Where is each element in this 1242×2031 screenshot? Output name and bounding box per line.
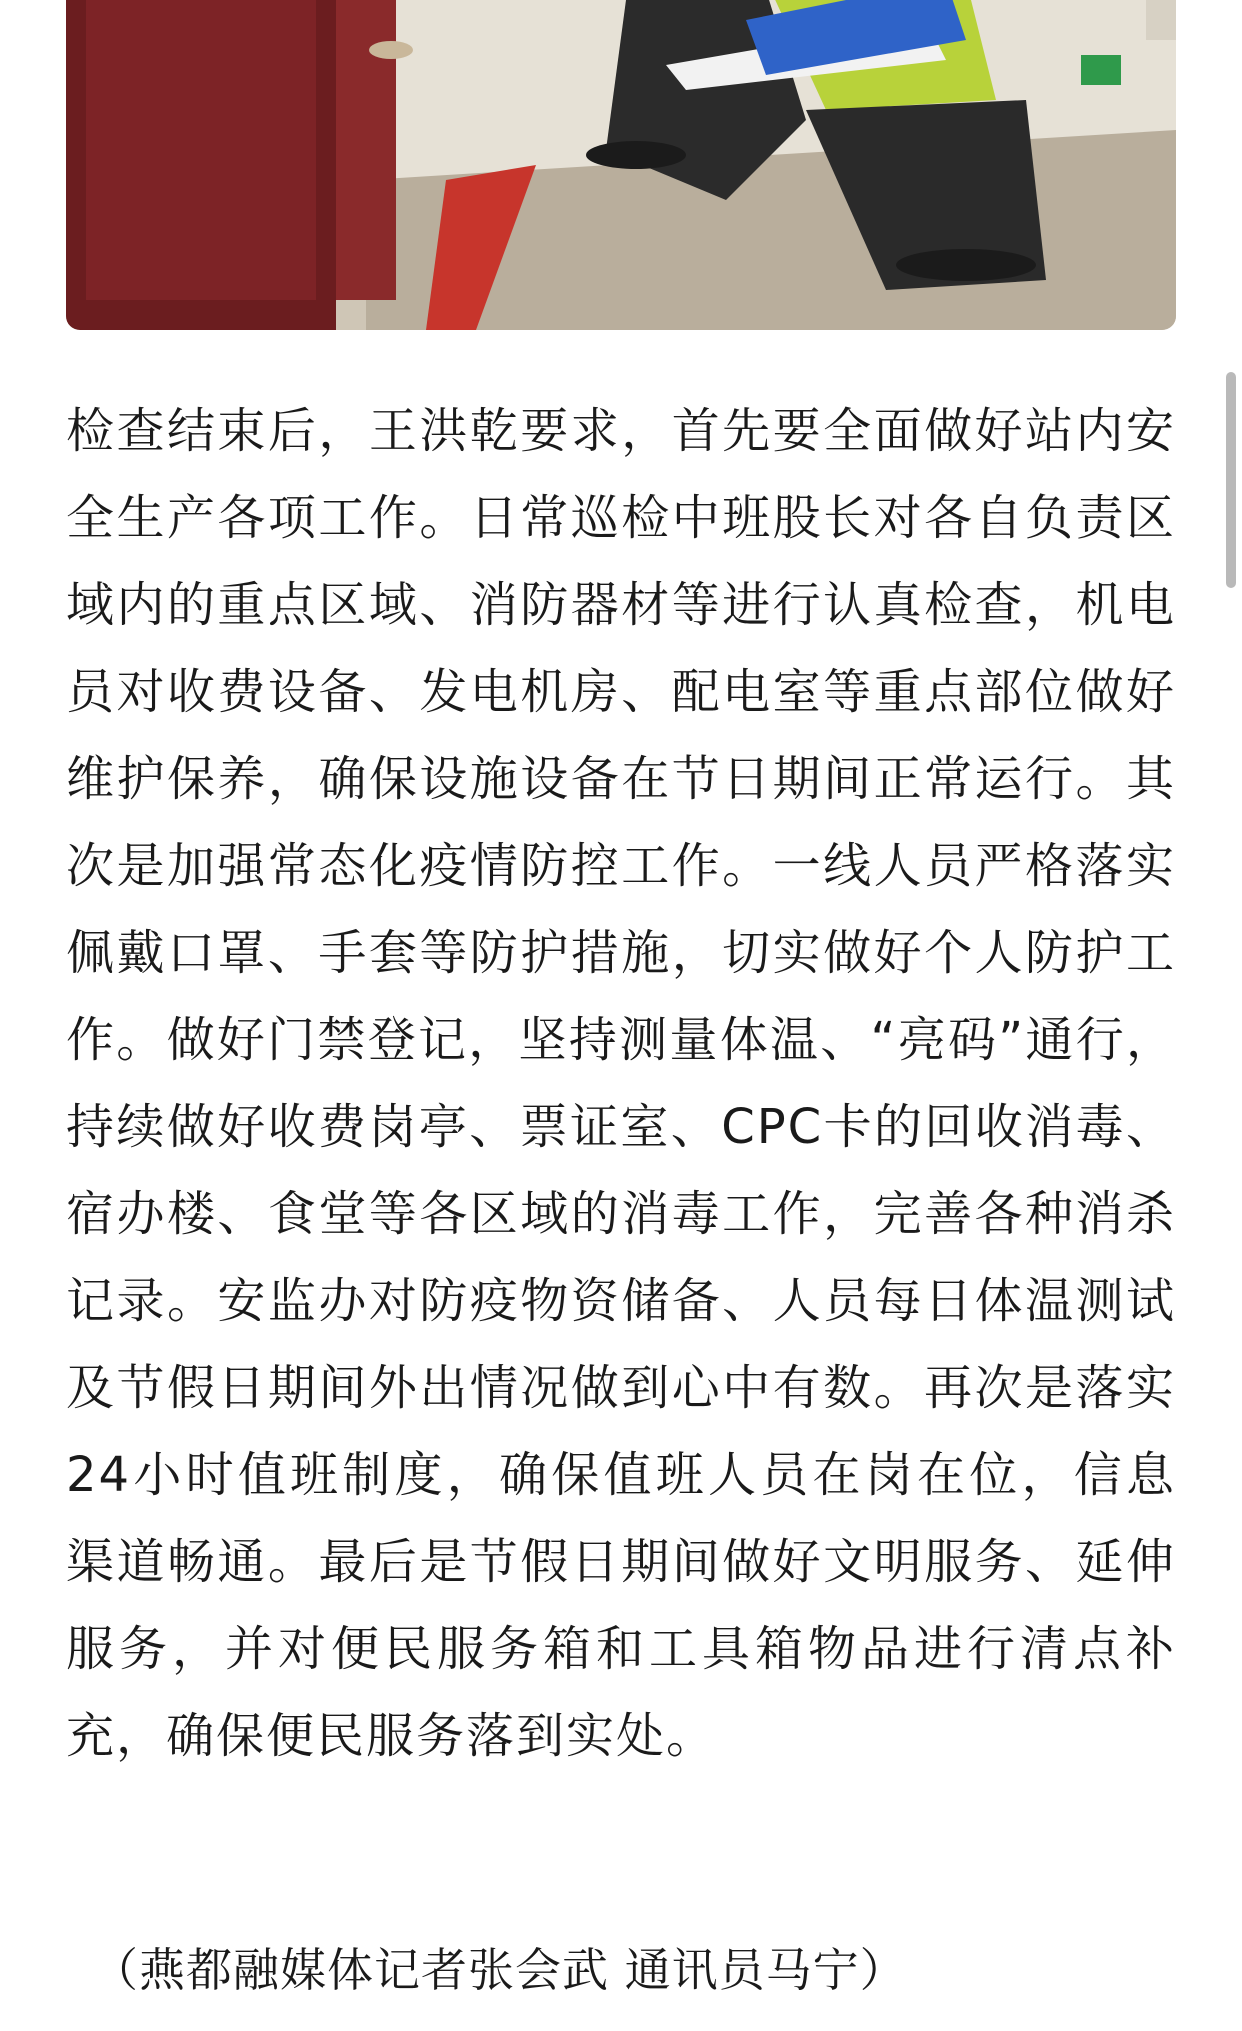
article-paragraph: 检查结束后，王洪乾要求，首先要全面做好站内安全生产各项工作。日常巡检中班股长对各自负责区域内的重点区域、消防器材等进行认真检查，机电员对收费设备、发电机房、配电室等重点部位做好维护保养，确保设施设备在节日期间正常运行。其次是加强常态化疫情防控工作。一线人员严格落实佩戴口罩、手套等防护措施，切实做好个人防护工作。做好门禁登记，坚持测量体温、“亮码”通行，持续做好收费岗亭、票证室、CPC卡的回收消毒、宿办楼、食堂等各区域的消毒工作，完善各种消杀记录。安监办对防疫物资储备、人员每日体温测试及节假日期间外出情况做到心中有数。再次是落实24小时值班制度，确保值班人员在岗在位，信息渠道畅通。最后是节假日期间做好文明服务、延伸服务，并对便民服务箱和工具箱物品进行清点补充，确保便民服务落到实处。	[66, 403, 1176, 1764]
article-photo	[66, 0, 1176, 330]
inspection-photo-illustration	[66, 0, 1176, 330]
article-byline: （燕都融媒体记者张会武 通讯员马宁）	[92, 1943, 907, 1997]
scrollbar-thumb[interactable]	[1226, 372, 1236, 588]
